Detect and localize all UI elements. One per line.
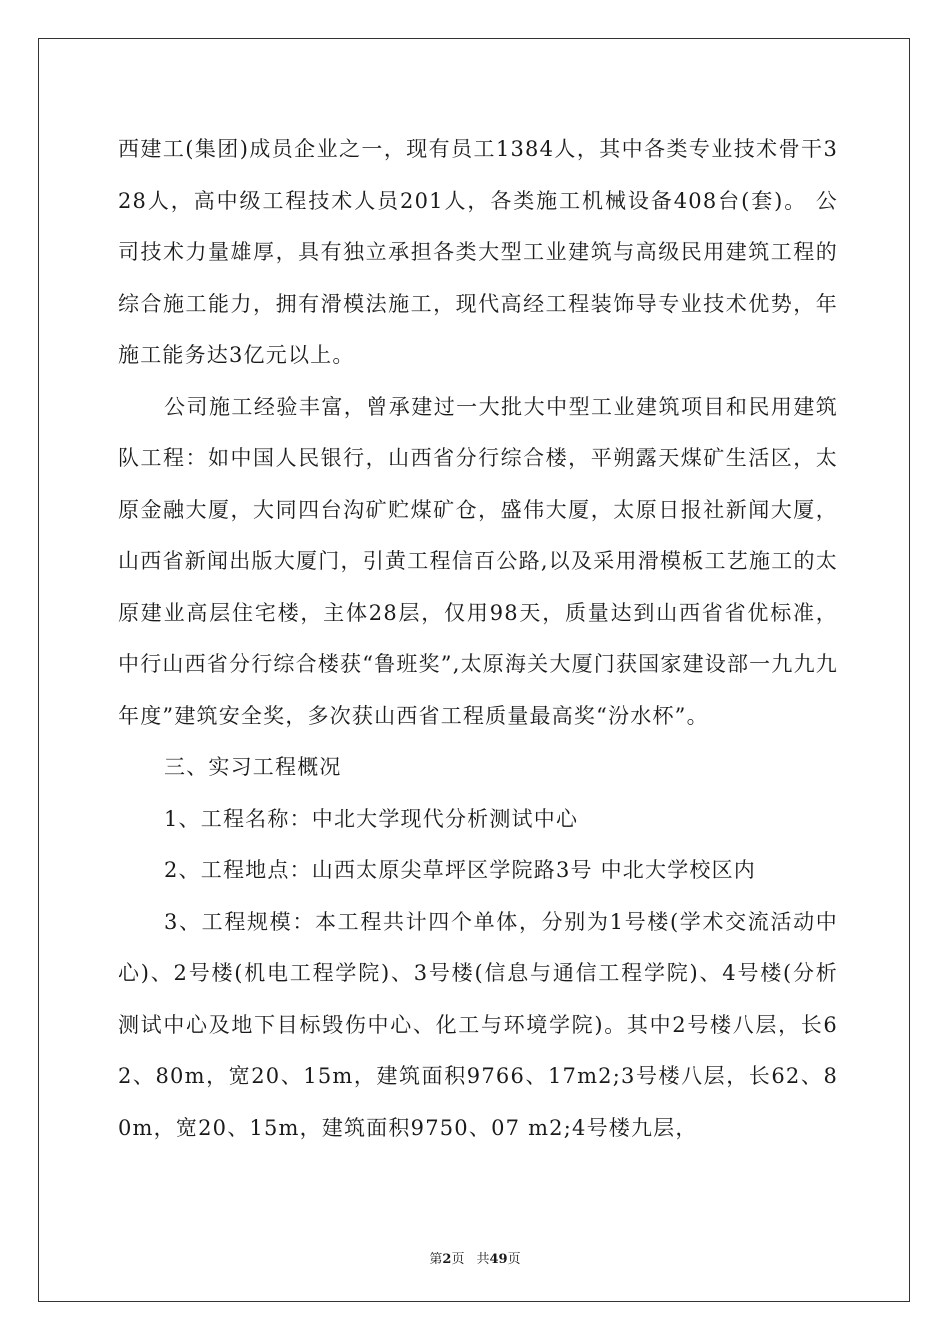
footer-total-prefix: 共 bbox=[476, 1252, 490, 1267]
document-body bbox=[118, 124, 838, 1154]
footer-total-suffix: 页 bbox=[507, 1252, 521, 1267]
list-item-project-name: 1、工程名称：中北大学现代分析测试中心 bbox=[164, 806, 579, 831]
footer-total-pages: 49 bbox=[489, 1252, 508, 1267]
footer-page-number: 2 bbox=[442, 1252, 452, 1267]
paragraph-company-profile: 西建工(集团)成员企业之一，现有员工1384人，其中各类专业技术骨干328人，高中级工程技术人员201人，各类施工机械设备408台(套)。 公司技术力量雄厚，具有独立承担各类大型工业建筑与高级民用建筑工程的综合施工能力，拥有滑模法施工，现代高经工程装饰导专业技术优势，年施工能务达3亿元以上。 bbox=[118, 137, 838, 367]
footer-page-suffix: 页 bbox=[451, 1252, 465, 1267]
footer-page-prefix: 第 bbox=[429, 1252, 443, 1267]
list-item-project-location: 2、工程地点：山西太原尖草坪区学院路3号 中北大学校区内 bbox=[164, 858, 756, 882]
list-item-project-scale: 3、工程规模：本工程共计四个单体，分别为1号楼(学术交流活动中心)、2号楼(机电工程学院)、3号楼(信息与通信工程学院)、4号楼(分析测试中心及地下目标毁伤中心、化工与环境学院)。其中2号楼八层，长62、80m，宽20、15m，建筑面积9766、17m2;3号楼八层，长62、80m，宽20、15m，建筑面积9750、07 m2;4号楼九层， bbox=[118, 909, 838, 1140]
page-footer bbox=[0, 1248, 950, 1267]
section-heading-project-overview: 三、实习工程概况 bbox=[164, 755, 342, 779]
paragraph-construction-experience: 公司施工经验丰富，曾承建过一大批大中型工业建筑项目和民用建筑队工程：如中国人民银行，山西省分行综合楼，平朔露天煤矿生活区，太原金融大厦，大同四台沟矿贮煤矿仓，盛伟大厦，太原日报社新闻大厦，山西省新闻出版大厦门，引黄工程信百公路,以及采用滑模板工艺施工的太原建业高层住宅楼，主体28层，仅用98天，质量达到山西省省优标准，中行山西省分行综合楼获“鲁班奖”,太原海关大厦门获国家建设部一九九九年度”建筑安全奖，多次获山西省工程质量最高奖“汾水杯”。 bbox=[118, 394, 838, 728]
